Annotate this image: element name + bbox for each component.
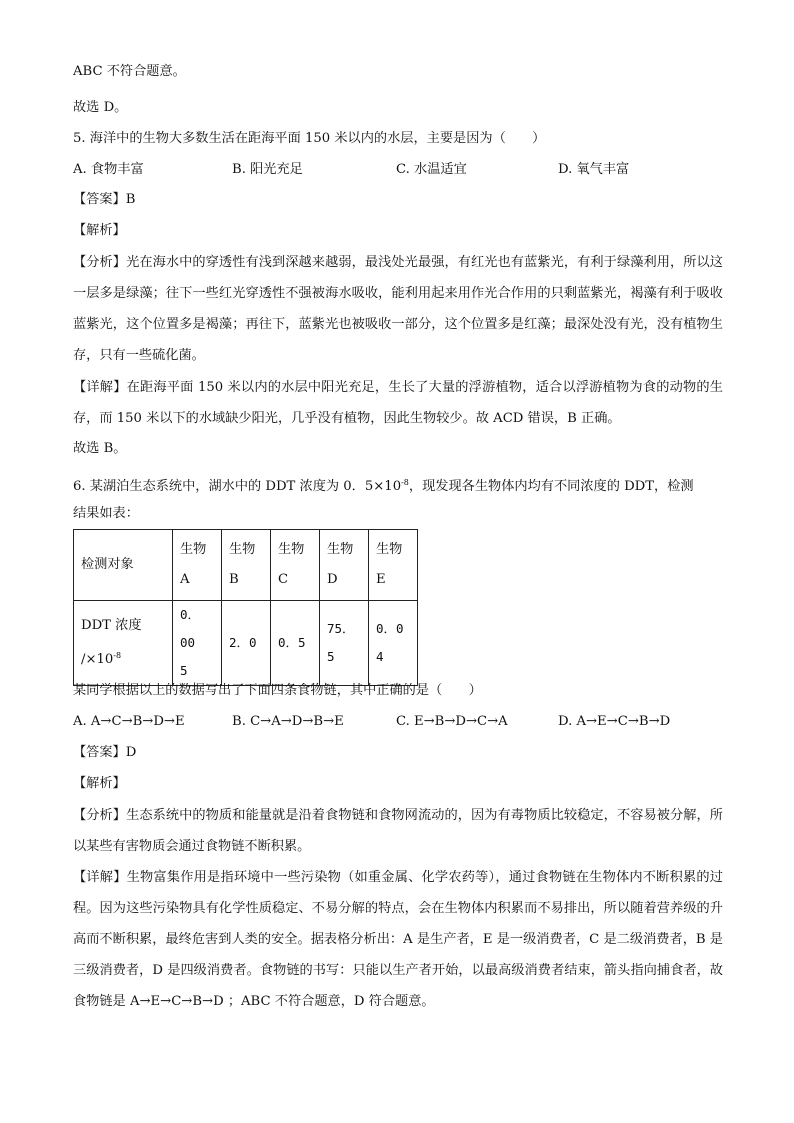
- question-6-stem: [73, 473, 694, 497]
- q5-analysis-label: 【解析】: [73, 223, 126, 238]
- table-cell: 2．0: [222, 601, 271, 686]
- q6-option-c: C. E→B→D→C→A: [396, 714, 508, 729]
- q5-fenxi: 【分析】光在海水中的穿透性有浅到深越来越弱，最浅处光最强，有红光也有蓝紫光，有利于绿藻利用，所以这一层多是绿藻；往下一些红光穿透性不强被海水吸收，能利用起来用作光合作用的只剩蓝紫光，褐藻有利于吸收蓝紫光，这个位置多是褐藻；再往下，蓝紫光也被吸收一部分，这个位置多是红藻；最深处没有光，没有植物生存，只有一些硫化菌。: [73, 255, 723, 363]
- q6-stem-exponent: -8: [401, 478, 409, 487]
- table-header-cell: DDT 浓度 $/\times 10^{-8}$: [74, 601, 173, 686]
- q5-option-d: D. 氧气丰富: [558, 162, 630, 177]
- q6-stem-part: 6. 某湖泊生态系统中，湖水中的 DDT 浓度为 0．5×10: [73, 479, 402, 494]
- q5-conclusion: 故选 B。: [73, 441, 127, 456]
- q6-question: 某同学根据以上的数据写出了下面四条食物链，其中正确的是（ ）: [73, 683, 482, 698]
- q5-option-a: A. 食物丰富: [73, 162, 144, 177]
- q5-xiangjie: 【详解】在距海平面 150 米以内的水层中阳光充足，生长了大量的浮游植物，适合以浮游植物为食的动物的生存，而 150 米以下的水域缺少阳光，几乎没有植物，因此生物较少。故 ACD 错误，B 正确。: [73, 380, 723, 426]
- table-cell: 生物 A: [173, 530, 222, 601]
- q6-answer: 【答案】D: [73, 745, 137, 760]
- q5-option-b: B. 阳光充足: [232, 162, 303, 177]
- table-cell: 0．00 5: [173, 601, 222, 686]
- table-row: [74, 530, 418, 601]
- text-line: ABC 不符合题意。: [73, 64, 186, 79]
- table-cell: 生物 D: [320, 530, 369, 601]
- q5-option-c: C. 水温适宜: [396, 162, 467, 177]
- question-6-stem-line2: 结果如表：: [73, 506, 139, 521]
- q6-xiangjie: 【详解】生物富集作用是指环境中一些污染物（如重金属、化学农药等），通过食物链在生物体内不断积累的过程。因为这些污染物具有化学性质稳定、不易分解的特点，会在生物体内积累而不易排出，所以随着营养级的升高而不断积累，最终危害到人类的安全。据表格分析出：A 是生产者，E 是一级消费者，C 是二级消费者，B 是三级消费者，D 是四级消费者。食物链的书写：只能以生产者开始，以最高级消费者结束，箭头指向捕食者，故食物链是 A→E→C→B→D ；ABC 不符合题意，D 符合题意。: [73, 870, 723, 1009]
- table-cell: 0．5: [271, 601, 320, 686]
- q6-stem-part: ，现发现各生物体内均有不同浓度的 DDT，检测: [408, 479, 694, 494]
- text-line: 故选 D。: [73, 100, 128, 115]
- question-5-stem: 5. 海洋中的生物大多数生活在距海平面 150 米以内的水层，主要是因为（ ）: [73, 131, 546, 146]
- table-header-cell: 检测对象: [74, 530, 173, 601]
- q6-fenxi: 【分析】生态系统中的物质和能量就是沿着食物链和食物网流动的，因为有毒物质比较稳定，不容易被分解，所以某些有害物质会通过食物链不断积累。: [73, 808, 723, 854]
- q6-option-a: A. A→C→B→D→E: [73, 714, 185, 729]
- q6-analysis-label: 【解析】: [73, 776, 126, 791]
- table-cell: 生物 B: [222, 530, 271, 601]
- q5-answer: 【答案】B: [73, 192, 136, 207]
- ddt-table: [73, 529, 418, 686]
- q6-option-b: B. C→A→D→B→E: [232, 714, 344, 729]
- q6-option-d: D. A→E→C→B→D: [558, 714, 671, 729]
- table-cell: 生物 C: [271, 530, 320, 601]
- table-row: [74, 601, 418, 686]
- table-cell: 75． 5: [320, 601, 369, 686]
- table-cell: 0．0 4: [369, 601, 418, 686]
- table-cell: 生物 E: [369, 530, 418, 601]
